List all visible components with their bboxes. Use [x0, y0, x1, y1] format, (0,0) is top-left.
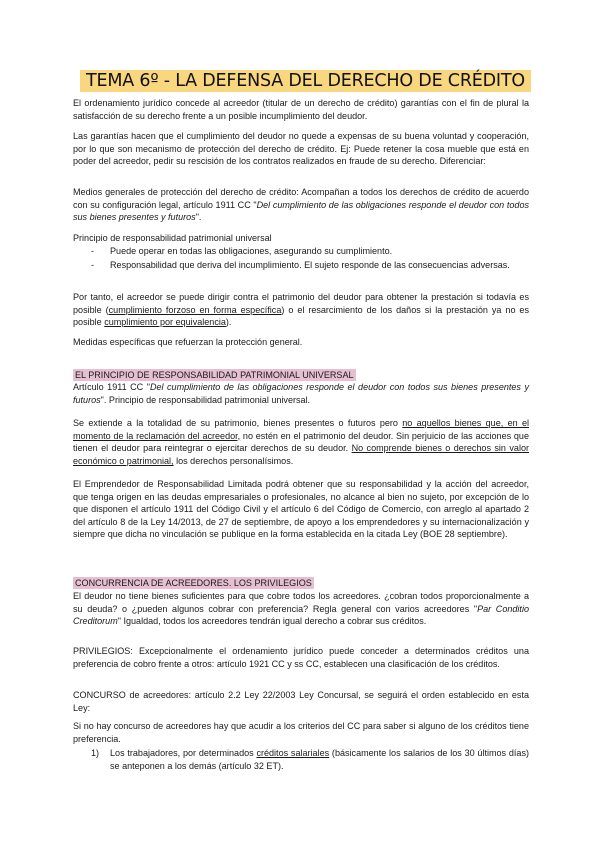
page-title: TEMA 6º - LA DEFENSA DEL DERECHO DE CRÉDITO [80, 70, 531, 92]
section-heading-responsabilidad: EL PRINCIPIO DE RESPONSABILIDAD PATRIMONIAL UNIVERSAL [75, 370, 354, 380]
creditors-paragraph: El deudor no tiene bienes suficientes para que cobre todos los acreedores. ¿cobran todos proporcionalmente a su deuda? o ¿pueden algunos cobrar con preferencia? Regla general con varios acreedores "Par Conditio Creditorum" Igualdad, todos los acreedores tendrán igual derecho a cobrar sus créditos. [73, 591, 529, 627]
guarantees-paragraph: Las garantías hacen que el cumplimiento del deudor no quede a expensas de su buena voluntad y cooperación, por lo que son mecanismo de protección del derecho de crédito. Ej: Puede retener la cosa mueble que está en poder del acreedor, pedir su rescisión de los contratos realizados en fraude de su derecho. Diferenciar: [73, 131, 529, 167]
therefore-paragraph: Por tanto, el acreedor se puede dirigir contra el patrimonio del deudor para obtener la prestación si todavía es posible (cumplimiento forzoso en forma específica) o el resarcimiento de los daños si la prestación ya no es posible cumplimiento por equivalencia). [73, 292, 529, 328]
general-means-paragraph: Medios generales de protección del derecho de crédito: Acompañan a todos los derechos de crédito de acuerdo con su configuración legal, artículo 1911 CC "Del cumplimiento de las obligaciones responde el deudor con todos sus bienes presentes y futuros". [73, 187, 529, 223]
insolvency-paragraph: CONCURSO de acreedores: artículo 2.2 Ley 22/2003 Ley Concursal, se seguirá el orden establecido en esta Ley: [73, 690, 529, 713]
entrepreneur-paragraph: El Emprendedor de Responsabilidad Limitada podrá obtener que su responsabilidad y la acción del acreedor, que tenga origen en las deudas empresariales o profesionales, no alcance al bien no sujeto, por excepción de lo que disponen el artículo 1911 del Código Civil y el artículo 6 del Código de Comercio, con arreglo al apartado 2 del artículo 8 de la Ley 14/2013, de 27 de septiembre, de apoyo a los emprendedores y su internacionalización y siempre que dicha no vinculación se publique en la forma establecida en la citada Ley (BOE 28 septiembre). [73, 479, 529, 540]
principle-heading: Principio de responsabilidad patrimonial universal [73, 233, 272, 243]
numbered-item: 1) Los trabajadores, por determinados créditos salariales (básicamente los salarios de los 30 últimos días) se anteponen a los demás (artículo 32 ET). [91, 748, 529, 771]
patrimony-extent-paragraph: Se extiende a la totalidad de su patrimonio, bienes presentes o futuros pero no aquellos bienes que, en el momento de la reclamación del acreedor, no estén en el patrimonio del deudor. Sin perjuicio de las acciones que tienen el deudor para reintegrar o ejercitar derechos de su deudor. No comprende bienes o derechos sin valor económico o patrimonial, los derechos personalísimos. [73, 418, 530, 466]
privileges-paragraph: PRIVILEGIOS: Excepcionalmente el ordenamiento jurídico puede conceder a determinados créditos una preferencia de cobro frente a otros: artículo 1921 CC y ss CC, establecen una clasificación de los créditos. [73, 646, 529, 669]
specific-measures-paragraph: Medidas específicas que refuerzan la protección general. [73, 337, 303, 347]
bullet-item: - Puede operar en todas las obligaciones, asegurando su cumplimiento. [91, 246, 393, 256]
civil-code-criteria-paragraph: Si no hay concurso de acreedores hay que acudir a los criterios del CC para saber si alguno de los créditos tiene preferencia. [73, 721, 529, 744]
intro-paragraph: El ordenamiento jurídico concede al acreedor (titular de un derecho de crédito) garantías con el fin de plural la satisfacción de su derecho frente a un posible incumplimiento del deudor. [73, 98, 529, 121]
article-1911-paragraph: Artículo 1911 CC "Del cumplimiento de las obligaciones responde el deudor con todos sus bienes presentes y futuros". Principio de responsabilidad patrimonial universal. [73, 382, 529, 405]
section-heading-concurrencia: CONCURRENCIA DE ACREEDORES. LOS PRIVILEGIOS [75, 578, 312, 588]
bullet-item: - Responsabilidad que deriva del incumplimiento. El sujeto responde de las consecuencias adversas. [91, 260, 510, 270]
